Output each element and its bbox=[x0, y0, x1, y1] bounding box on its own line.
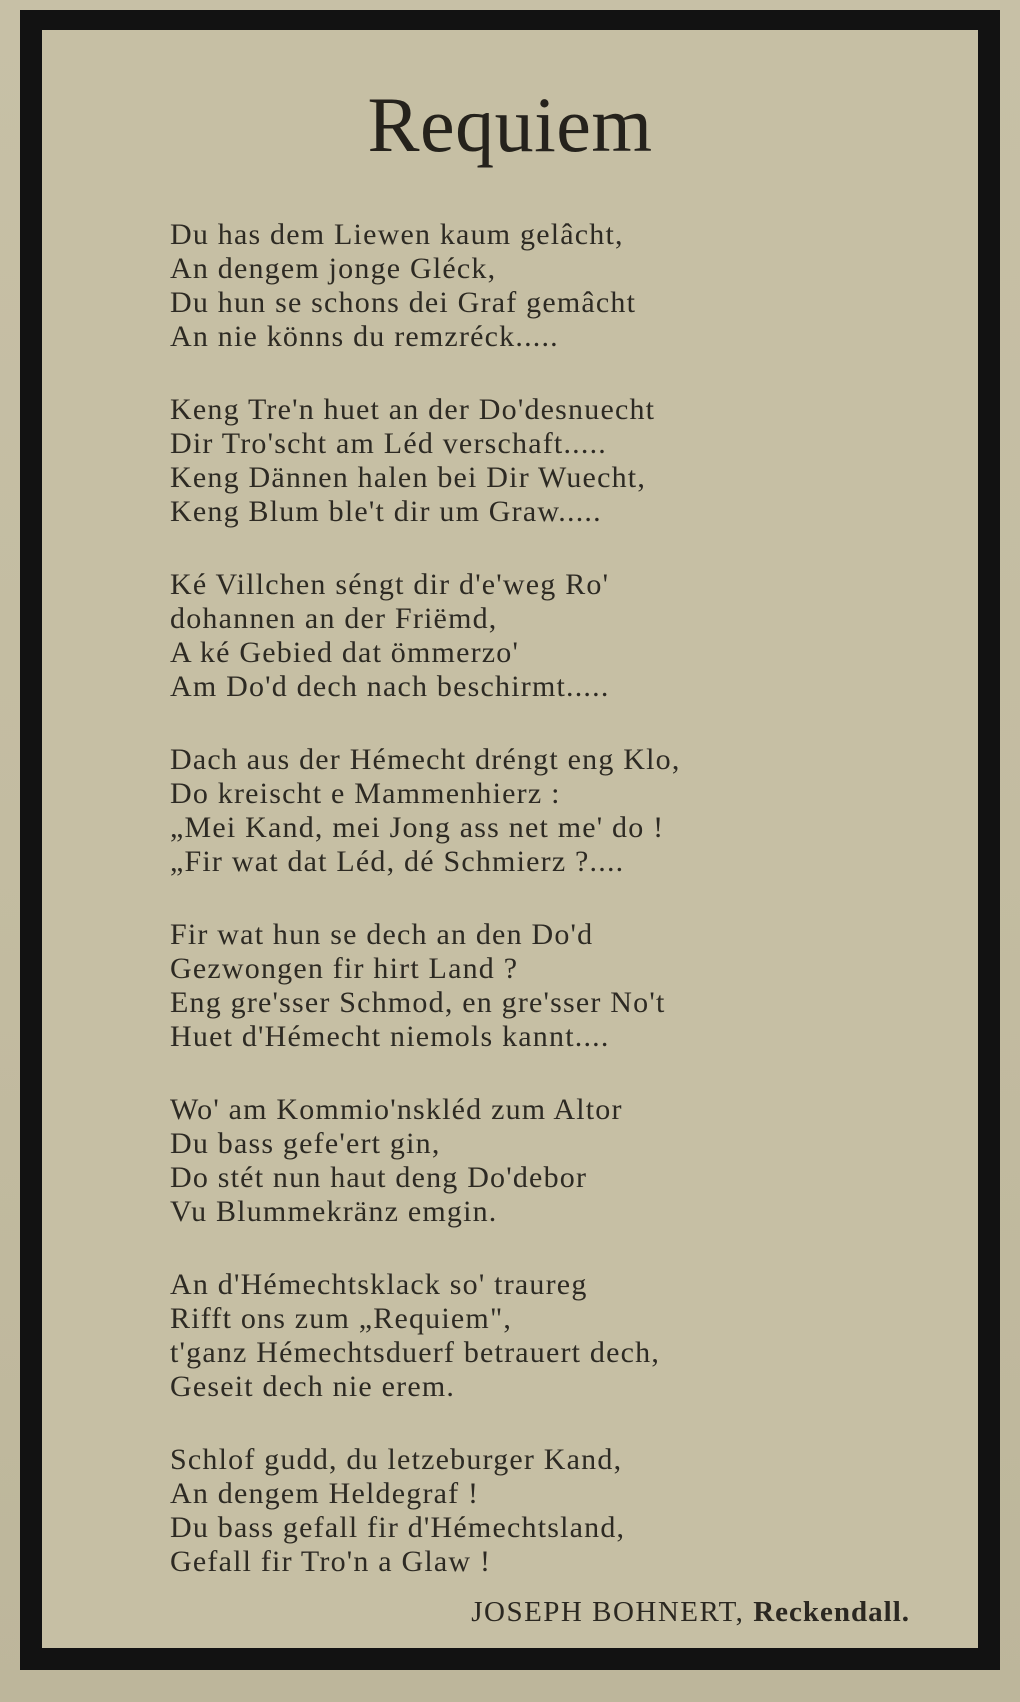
poem-line: Gefall fir Tro'n a Glaw ! bbox=[170, 1545, 492, 1578]
poem-line: Ké Villchen séngt dir d'e'weg Ro' bbox=[170, 568, 610, 601]
poem-body bbox=[170, 218, 930, 1618]
poem-line: Do stét nun haut deng Do'debor bbox=[170, 1161, 588, 1194]
stanza-4 bbox=[170, 743, 930, 879]
poem-line: „Fir wat dat Léd, dé Schmierz ?.... bbox=[170, 845, 625, 878]
poem-line: Wo' am Kommio'nskléd zum Altor bbox=[170, 1093, 623, 1126]
poem-line: Rifft ons zum „Requiem", bbox=[170, 1302, 513, 1335]
poem-line: Keng Blum ble't dir um Graw..... bbox=[170, 495, 602, 528]
stanza-3 bbox=[170, 568, 930, 704]
author-place: Reckendall. bbox=[753, 1596, 910, 1628]
poem-line: „Mei Kand, mei Jong ass net me' do ! bbox=[170, 811, 665, 844]
poem-line: An nie könns du remzréck..... bbox=[170, 320, 559, 353]
poem-line: An dengem Heldegraf ! bbox=[170, 1477, 480, 1510]
poem-line: An dengem jonge Gléck, bbox=[170, 252, 497, 285]
poem-line: Dir Tro'scht am Léd verschaft..... bbox=[170, 427, 607, 460]
author-name: JOSEPH BOHNERT, bbox=[471, 1596, 745, 1628]
stanza-8 bbox=[170, 1443, 930, 1579]
poem-line: Am Do'd dech nach beschirmt..... bbox=[170, 670, 610, 703]
poem-line: Du hun se schons dei Graf gemâcht bbox=[170, 286, 637, 319]
poem-line: Gezwongen fir hirt Land ? bbox=[170, 952, 519, 985]
poem-title: Requiem bbox=[367, 81, 653, 168]
poem-line: Huet d'Hémecht niemols kannt.... bbox=[170, 1020, 610, 1053]
stanza-6 bbox=[170, 1093, 930, 1229]
author-signature bbox=[471, 1596, 910, 1629]
poem-line: Schlof gudd, du letzeburger Kand, bbox=[170, 1443, 623, 1476]
poem-line: Vu Blummekränz emgin. bbox=[170, 1195, 498, 1228]
poem-line: t'ganz Hémechtsduerf betrauert dech, bbox=[170, 1336, 661, 1369]
poem-line: An d'Hémechtsklack so' traureg bbox=[170, 1268, 588, 1301]
poem-line: A ké Gebied dat ömmerzo' bbox=[170, 636, 520, 669]
stanza-7 bbox=[170, 1268, 930, 1404]
poem-line: Du bass gefe'ert gin, bbox=[170, 1127, 441, 1160]
poem-line: Keng Dännen halen bei Dir Wuecht, bbox=[170, 461, 647, 494]
poem-line: Keng Tre'n huet an der Do'desnuecht bbox=[170, 393, 656, 426]
stanza-2 bbox=[170, 393, 930, 529]
poem-line: Dach aus der Hémecht dréngt eng Klo, bbox=[170, 743, 681, 776]
stanza-5 bbox=[170, 918, 930, 1054]
poem-line: Eng gre'sser Schmod, en gre'sser No't bbox=[170, 986, 666, 1019]
poem-line: Geseit dech nie erem. bbox=[170, 1370, 456, 1403]
poem-line: Du bass gefall fir d'Hémechtsland, bbox=[170, 1511, 626, 1544]
poem-line: Du has dem Liewen kaum gelâcht, bbox=[170, 218, 624, 251]
stanza-1 bbox=[170, 218, 930, 354]
poem-line: Fir wat hun se dech an den Do'd bbox=[170, 918, 594, 951]
poem-line: dohannen an der Friëmd, bbox=[170, 602, 498, 635]
poem-line: Do kreischt e Mammenhierz : bbox=[170, 777, 561, 810]
